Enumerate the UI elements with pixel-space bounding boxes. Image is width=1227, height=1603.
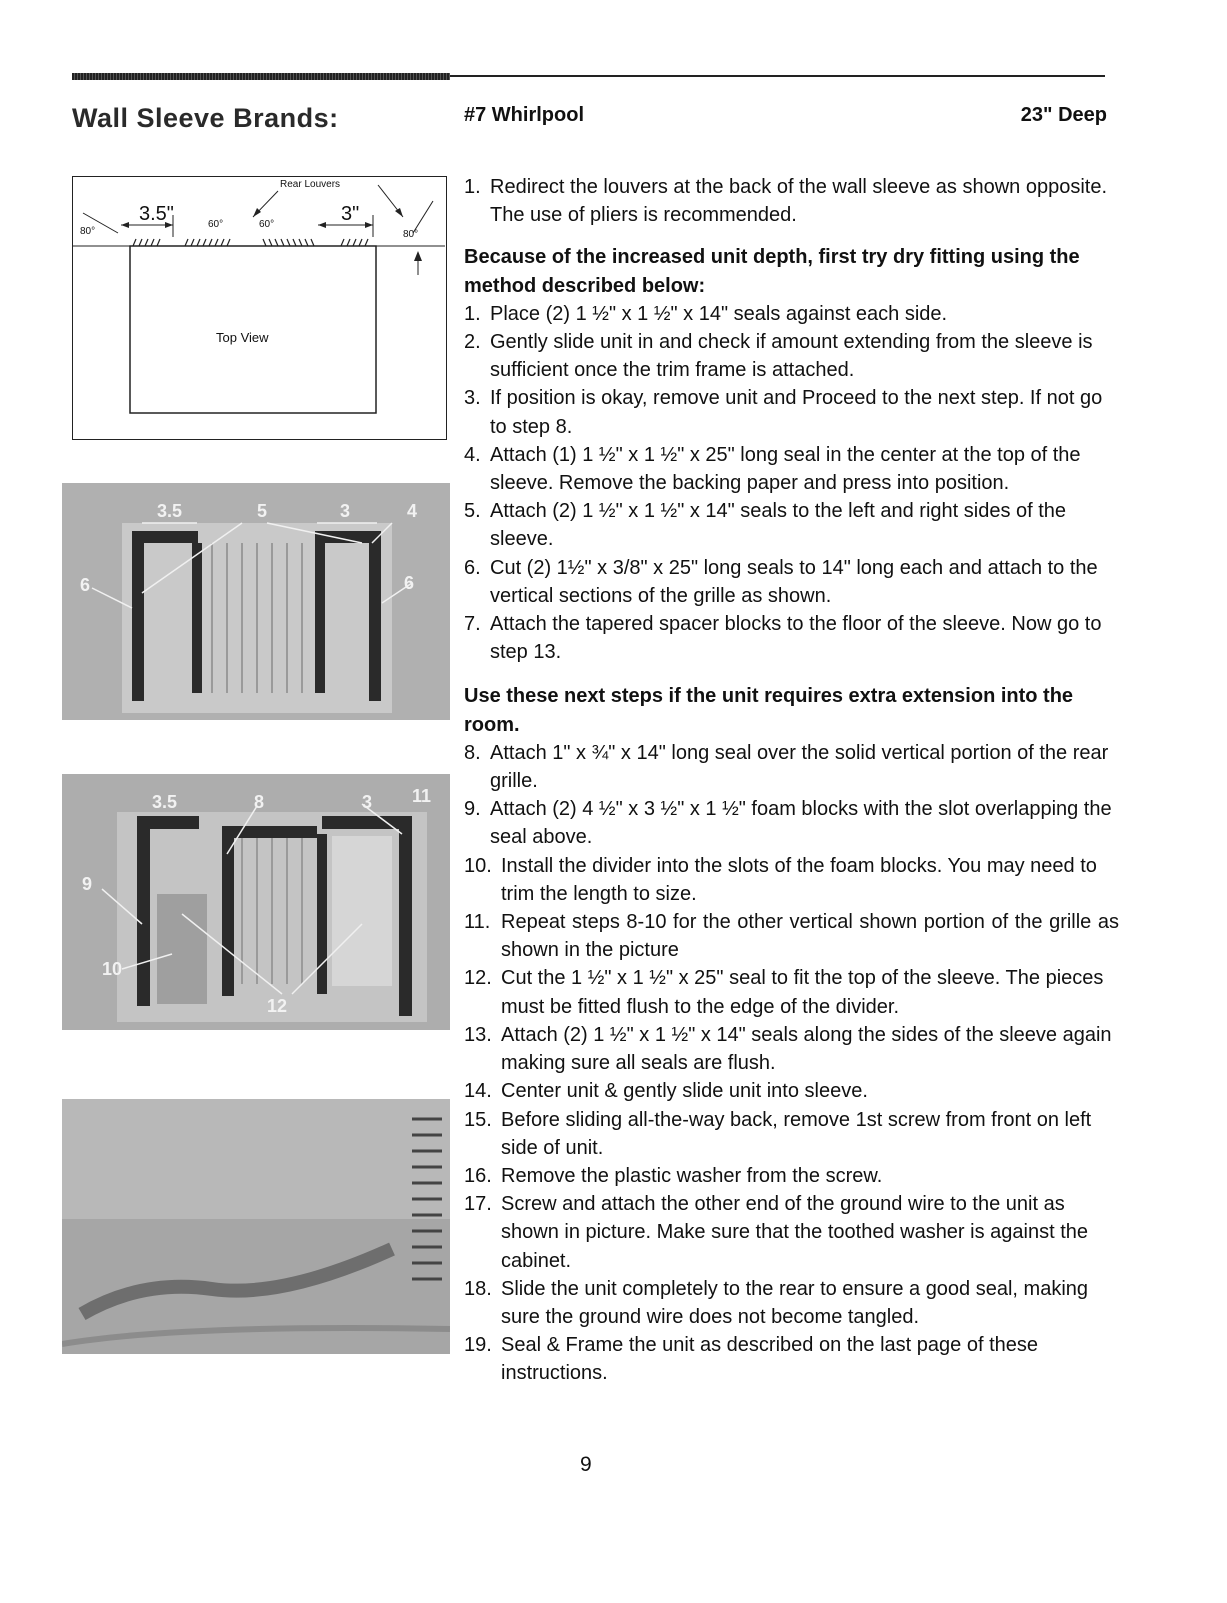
extension-heading: Use these next steps if the unit requires extra extension into the room. — [464, 685, 1074, 736]
step-number: 16. — [464, 1164, 492, 1187]
step-number: 1. — [464, 302, 481, 325]
extension-steps — [464, 739, 1119, 1388]
step-text: Seal & Frame the unit as described on the last page of these instructions. — [501, 1334, 1038, 1385]
photo-3-drawing — [62, 1099, 450, 1354]
list-item — [464, 300, 1119, 328]
step-text: Repeat steps 8-10 for the other vertical shown portion of the grille as shown in the picture — [501, 911, 1119, 962]
list-item — [464, 852, 1119, 908]
step-text: Center unit & gently slide unit into sleeve. — [501, 1080, 868, 1103]
right-outer-angle: 80° — [403, 229, 419, 240]
list-item — [464, 554, 1119, 610]
step-text: Attach 1" x ¾" x 14" long seal over the solid vertical portion of the rear grille. — [490, 741, 1109, 793]
step-text: Install the divider into the slots of the foam blocks. You may need to trim the length to size. — [501, 854, 1097, 905]
step-number: 3. — [464, 387, 481, 410]
step-text: Cut (2) 1½" x 3/8" x 25" long seals to 14" long each and attach to the vertical sections of the grille as shown. — [490, 556, 1098, 607]
list-item — [464, 1275, 1119, 1331]
step-number: 13. — [464, 1023, 492, 1046]
photo-seals-step-1 — [62, 483, 450, 720]
step-number: 17. — [464, 1193, 492, 1216]
list-item — [464, 1190, 1119, 1275]
list-item — [464, 441, 1119, 497]
list-item — [464, 964, 1119, 1020]
step-text: Redirect the louvers at the back of the wall sleeve as shown opposite. The use of pliers is recommended. — [490, 176, 1108, 227]
right-inner-angle: 60° — [259, 219, 275, 230]
instructions-column — [464, 173, 1119, 1388]
list-item — [464, 908, 1119, 964]
top-view-diagram — [72, 176, 447, 440]
left-outer-angle: 80° — [80, 226, 96, 237]
intro-steps — [464, 173, 1119, 229]
photo-1-label: 3.5 — [157, 501, 183, 521]
list-item — [464, 1021, 1119, 1077]
photo-1-label: 4 — [407, 501, 418, 521]
dry-fit-heading: Because of the increased unit depth, first try dry fitting using the method described below: — [464, 246, 1080, 297]
step-number: 14. — [464, 1080, 492, 1103]
list-item — [464, 1162, 1119, 1190]
list-item — [464, 497, 1119, 553]
list-item — [464, 610, 1119, 666]
model-name: #7 Whirlpool — [464, 104, 584, 126]
step-number: 10. — [464, 854, 492, 877]
list-item — [464, 1331, 1119, 1387]
photo-seals-step-2 — [62, 774, 450, 1030]
page-number: 9 — [580, 1453, 592, 1476]
step-number: 11. — [464, 911, 491, 934]
list-item — [464, 173, 1119, 229]
rear-louvers-label: Rear Louvers — [280, 179, 341, 190]
list-item — [464, 1106, 1119, 1162]
photo-2-label: 11 — [412, 786, 432, 806]
photo-1-label: 6 — [80, 575, 91, 595]
header-rule-thin — [450, 75, 1105, 77]
list-item — [464, 795, 1119, 851]
step-text: Place (2) 1 ½" x 1 ½" x 14" seals against each side. — [490, 302, 948, 325]
photo-1-label: 3 — [340, 501, 351, 521]
step-text: If position is okay, remove unit and Proceed to the next step. If not go to step 8. — [490, 387, 1103, 438]
step-number: 8. — [464, 741, 481, 764]
top-view-label: Top View — [216, 330, 269, 345]
step-number: 5. — [464, 500, 481, 523]
left-inner-angle: 60° — [208, 219, 224, 230]
list-item — [464, 1077, 1119, 1105]
step-text: Attach (2) 1 ½" x 1 ½" x 14" seals to the left and right sides of the sleeve. — [490, 500, 1067, 551]
step-number: 6. — [464, 556, 481, 579]
step-text: Attach (1) 1 ½" x 1 ½" x 25" long seal in the center at the top of the sleeve. Remove the backing paper and press into position. — [490, 443, 1081, 495]
step-text: Gently slide unit in and check if amount extending from the sleeve is sufficient once the trim frame is attached. — [490, 331, 1093, 382]
photo-1-drawing — [62, 483, 450, 720]
step-text: Remove the plastic washer from the screw. — [501, 1164, 883, 1187]
step-text: Attach (2) 4 ½" x 3 ½" x 1 ½" foam blocks with the slot overlapping the seal above. — [490, 798, 1112, 849]
step-number: 1. — [464, 176, 481, 198]
dry-fit-steps — [464, 300, 1119, 667]
step-text: Slide the unit completely to the rear to ensure a good seal, making sure the ground wire does not become tangled. — [501, 1277, 1089, 1328]
photo-2-label: 9 — [82, 874, 93, 894]
step-number: 7. — [464, 613, 481, 636]
step-text: Attach (2) 1 ½" x 1 ½" x 14" seals along the sides of the sleeve again making sure all seals are flush. — [501, 1023, 1112, 1075]
step-number: 19. — [464, 1334, 492, 1357]
step-number: 2. — [464, 331, 481, 354]
list-item — [464, 384, 1119, 440]
step-text: Screw and attach the other end of the ground wire to the unit as shown in picture. Make sure that the toothed washer is against the cabinet. — [501, 1193, 1089, 1272]
step-number: 9. — [464, 798, 481, 821]
right-dimension-label: 3" — [341, 203, 360, 225]
step-number: 18. — [464, 1277, 492, 1300]
photo-1-label: 6 — [404, 573, 415, 593]
photo-2-label: 12 — [267, 996, 288, 1016]
page-title: Wall Sleeve Brands: — [72, 103, 339, 133]
step-number: 4. — [464, 443, 481, 466]
header-rule-dark — [72, 73, 450, 80]
photo-2-label: 3 — [362, 792, 373, 812]
unit-depth: 23" Deep — [1020, 104, 1107, 126]
left-dimension-label: 3.5" — [139, 203, 174, 225]
photo-1-label: 5 — [257, 501, 268, 521]
diagram-lines — [73, 177, 445, 438]
list-item — [464, 328, 1119, 384]
photo-2-label: 8 — [254, 792, 265, 812]
photo-ground-wire — [62, 1099, 450, 1354]
step-number: 12. — [464, 967, 492, 990]
list-item — [464, 739, 1119, 795]
photo-2-label: 3.5 — [152, 792, 178, 812]
step-text: Attach the tapered spacer blocks to the floor of the sleeve. Now go to step 13. — [490, 613, 1102, 664]
step-text: Before sliding all-the-way back, remove 1st screw from front on left side of unit. — [501, 1108, 1092, 1159]
step-number: 15. — [464, 1108, 492, 1131]
photo-2-label: 10 — [102, 959, 123, 979]
step-text: Cut the 1 ½" x 1 ½" x 25" seal to fit the top of the sleeve. The pieces must be fitted flush to the edge of the divider. — [501, 967, 1104, 1018]
